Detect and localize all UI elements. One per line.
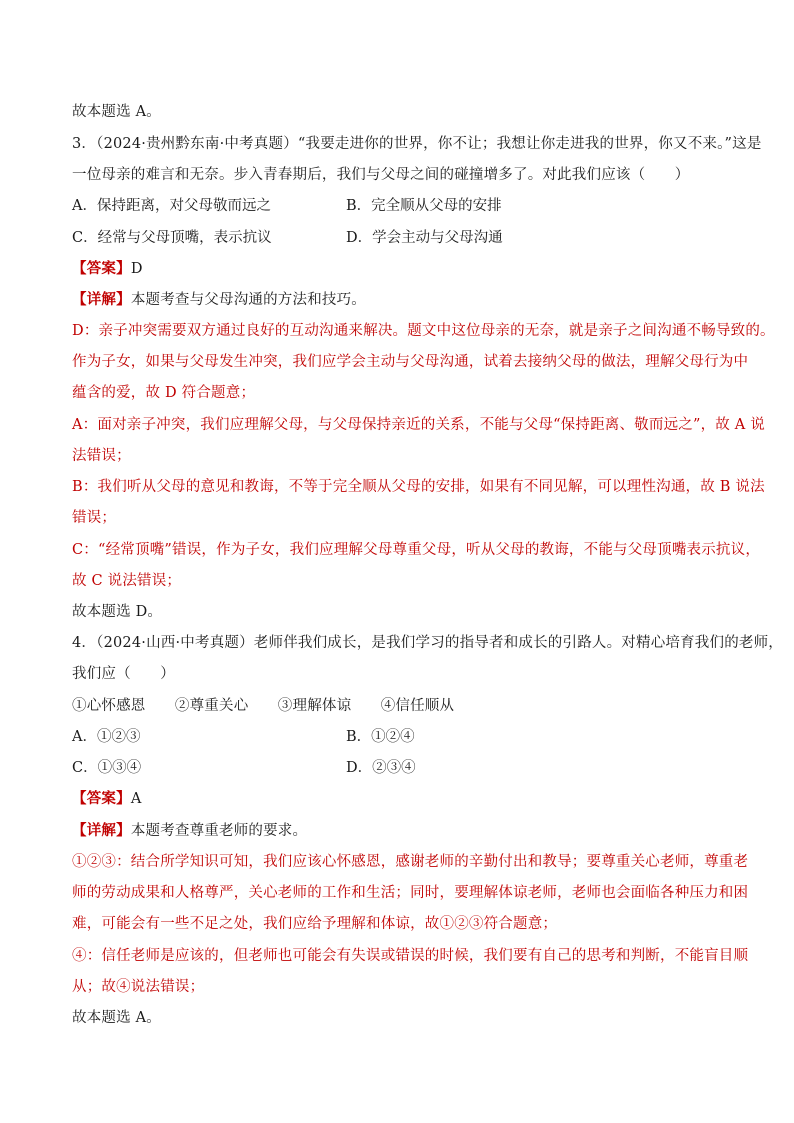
q3-explain-c-line2: 故 C 说法错误；	[72, 573, 182, 589]
q4-explain-4-line1: ④：信任老师是应该的，但老师也可能会有失误或错误的时候，我们要有自己的思考和判断，不能盲目顺	[72, 948, 749, 964]
q3-option-a: A．保持距离，对父母敬而远之	[72, 198, 271, 214]
q4-explain-123-line1: ①②③：结合所学知识可知，我们应该心怀感恩，感谢老师的辛勤付出和教导；要尊重关心老师，尊重老	[72, 854, 749, 870]
q3-option-d: D．学会主动与父母沟通	[346, 230, 503, 246]
q3-detail-label: 【详解】	[72, 291, 131, 308]
q4-detail-intro: 本题考查尊重老师的要求。	[130, 823, 308, 839]
q4-stem-line2: 我们应（ ）	[72, 666, 175, 682]
q3-answer	[72, 259, 732, 279]
q4-explain-123-line3: 难，可能会有一些不足之处，我们应给予理解和体谅，故①②③符合题意；	[72, 916, 558, 932]
q4-explain-4-line2: 从；故④说法错误；	[72, 979, 205, 995]
q4-detail	[72, 821, 732, 841]
q3-explain-b-line1: B：我们听从父母的意见和教诲，不等于完全顺从父母的安排，如果有不同见解，可以理性沟通，故 B 说法	[72, 479, 765, 495]
q4-answer-label: 【答案】	[72, 790, 131, 807]
q3-answer-label: 【答案】	[72, 260, 131, 277]
q4-conclusion: 故本题选 A。	[72, 1010, 161, 1026]
q3-option-c: C．经常与父母顶嘴，表示抗议	[72, 230, 272, 246]
q3-explain-a-line1: A：面对亲子冲突，我们应理解父母，与父母保持亲近的关系，不能与父母“保持距离、敬而远之”，故 A 说	[72, 417, 765, 433]
q3-stem-line2: 一位母亲的难言和无奈。步入青春期后，我们与父母之间的碰撞增多了。对此我们应该（ ）	[72, 167, 690, 183]
q4-option-b: B．①②④	[346, 729, 415, 745]
q3-answer-value: D	[130, 261, 143, 277]
q3-detail	[72, 290, 732, 310]
q3-explain-b-line2: 错误；	[72, 510, 117, 526]
q3-explain-d-line3: 蕴含的爱，故 D 符合题意；	[72, 385, 256, 401]
q4-option-a: A．①②③	[72, 729, 141, 745]
previous-conclusion: 故本题选 A。	[72, 104, 161, 120]
q4-detail-label: 【详解】	[72, 822, 131, 839]
q3-explain-d-line1: D：亲子冲突需要双方通过良好的互动沟通来解决。题文中这位母亲的无奈，就是亲子之间沟通不畅导致的。	[72, 323, 775, 339]
q4-answer	[72, 789, 732, 809]
q4-explain-123-line2: 师的劳动成果和人格尊严，关心老师的工作和生活；同时，要理解体谅老师，老师也会面临各种压力和困	[72, 885, 749, 901]
q4-answer-value: A	[130, 791, 142, 807]
q4-stem-line1: 4．（2024·山西·中考真题）老师伴我们成长，是我们学习的指导者和成长的引路人。对精心培育我们的老师，	[72, 635, 783, 651]
q3-detail-intro: 本题考查与父母沟通的方法和技巧。	[130, 292, 367, 308]
q3-explain-c-line1: C：“经常顶嘴”错误，作为子女，我们应理解父母尊重父母，听从父母的教诲，不能与父母顶嘴表示抗议，	[72, 542, 761, 558]
q3-explain-a-line2: 法错误；	[72, 448, 131, 464]
q4-option-c: C．①③④	[72, 760, 142, 776]
q3-stem-line1: 3．（2024·贵州黔东南·中考真题）“我要走进你的世界，你不让；我想让你走进我的世界，你又不来。”这是	[72, 136, 762, 152]
q4-option-d: D．②③④	[346, 760, 416, 776]
q3-explain-d-line2: 作为子女，如果与父母发生冲突，我们应学会主动与父母沟通，试着去接纳父母的做法，理解父母行为中	[72, 354, 749, 370]
q4-statement-items: ①心怀感恩 ②尊重关心 ③理解体谅 ④信任顺从	[72, 698, 455, 714]
q3-conclusion: 故本题选 D。	[72, 604, 163, 620]
q3-option-b: B．完全顺从父母的安排	[346, 198, 502, 214]
